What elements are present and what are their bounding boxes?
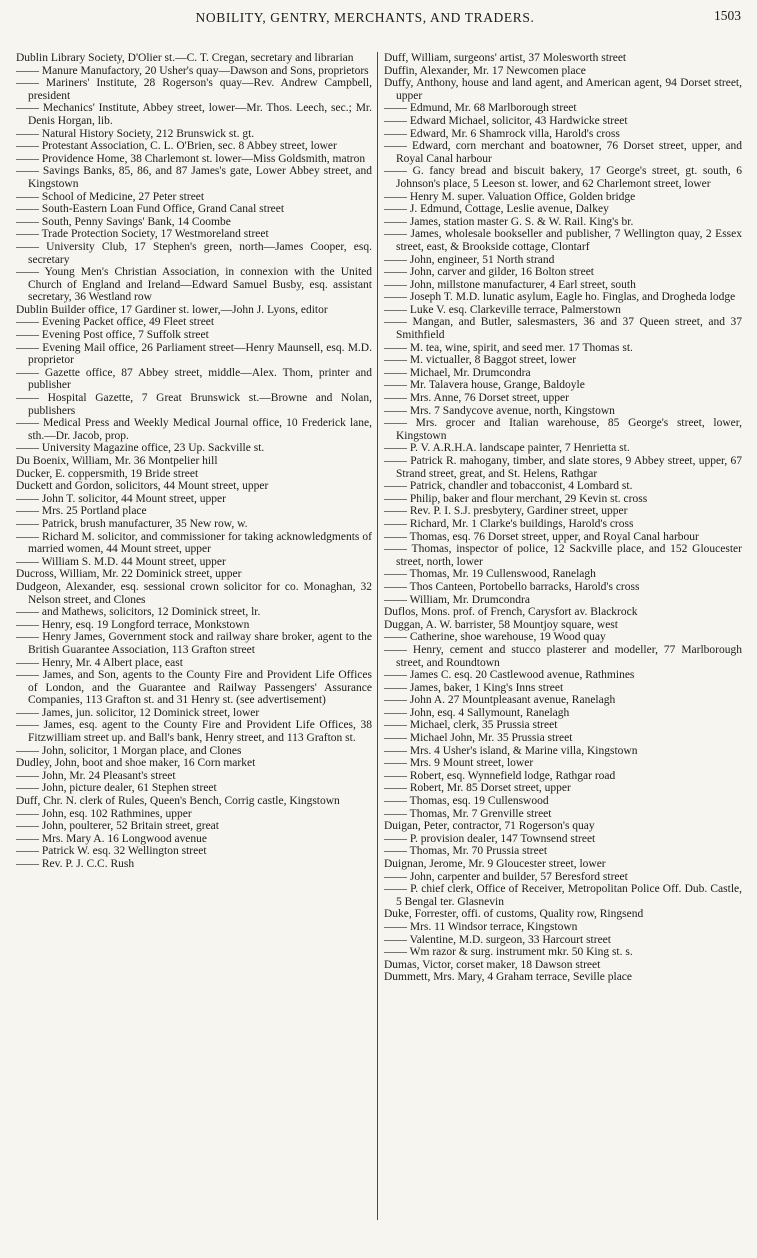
directory-entry: —— Richard M. solicitor, and commissioner for taking acknowledgments of married women, 44 Mount street, upper <box>16 530 372 556</box>
directory-entry: —— Richard, Mr. 1 Clarke's buildings, Harold's cross <box>384 517 634 530</box>
directory-entry: —— John, carver and gilder, 16 Bolton street <box>384 266 595 279</box>
directory-entry: —— Valentine, M.D. surgeon, 33 Harcourt street <box>384 933 611 946</box>
column-divider <box>377 52 378 1220</box>
directory-entry: —— John, solicitor, 1 Morgan place, and Clones <box>16 744 242 757</box>
directory-entry: Duffy, Anthony, house and land agent, and American agent, 94 Dorset street, upper <box>384 77 742 102</box>
directory-entry: —— Henry, esq. 19 Longford terrace, Monkstown <box>16 618 250 631</box>
directory-entry: Duff, Chr. N. clerk of Rules, Queen's Bench, Corrig castle, Kingstown <box>16 795 340 808</box>
left-column <box>16 52 372 1252</box>
directory-entry: —— Edward, corn merchant and boatowner, 76 Dorset street, upper, and Royal Canal harbour <box>384 140 742 165</box>
directory-entry: —— Hospital Gazette, 7 Great Brunswick st.—Browne and Nolan, publishers <box>16 392 372 417</box>
directory-entry: —— Thomas, esq. 76 Dorset street, upper, and Royal Canal harbour <box>384 530 699 543</box>
directory-entry: —— Michael John, Mr. 35 Prussia street <box>384 732 573 745</box>
directory-entry: —— University Magazine office, 23 Up. Sackville st. <box>16 442 265 455</box>
directory-entry: Duggan, A. W. barrister, 58 Mountjoy square, west <box>384 618 618 631</box>
directory-entry: —— Providence Home, 38 Charlemont st. lower—Miss Goldsmith, matron <box>16 152 366 165</box>
directory-entry: —— James, wholesale bookseller and publisher, 7 Wellington quay, 2 Essex street, east, & Brookside cottage, Clontarf <box>384 228 742 253</box>
directory-entry: —— Michael, clerk, 35 Prussia street <box>384 719 558 732</box>
directory-entry: —— Trade Protection Society, 17 Westmoreland street <box>16 228 269 241</box>
directory-entry: —— Mrs. Anne, 76 Dorset street, upper <box>384 392 569 405</box>
directory-entry: —— Wm razor & surg. instrument mkr. 50 King st. s. <box>384 946 633 959</box>
directory-entry: —— John, poulterer, 52 Britain street, great <box>16 820 219 833</box>
directory-entry: —— Thomas, inspector of police, 12 Sackville place, and 152 Gloucester street, north, lower <box>384 543 742 568</box>
directory-entry: —— Gazette office, 87 Abbey street, middle—Alex. Thom, printer and publisher <box>16 366 372 392</box>
running-head: NOBILITY, GENTRY, MERCHANTS, AND TRADERS. <box>195 10 535 25</box>
directory-entry: —— John, engineer, 51 North strand <box>384 253 555 266</box>
directory-entry: Ducross, William, Mr. 22 Dominick street, upper <box>16 568 242 581</box>
directory-entry: —— Edward, Mr. 6 Shamrock villa, Harold's cross <box>384 127 620 140</box>
directory-entry: —— John, esq. 102 Rathmines, upper <box>16 807 192 820</box>
directory-entry: —— John, esq. 4 Sallymount, Ranelagh <box>384 706 570 719</box>
directory-entry: Duke, Forrester, offi. of customs, Quality row, Ringsend <box>384 908 644 921</box>
directory-entry: —— J. Edmund, Cottage, Leslie avenue, Dalkey <box>384 203 609 216</box>
directory-entry: —— Mangan, and Butler, salesmasters, 36 and 37 Queen street, and 37 Smithfield <box>384 316 742 342</box>
directory-entry: —— Protestant Association, C. L. O'Brien, sec. 8 Abbey street, lower <box>16 140 337 153</box>
directory-entry: —— Medical Press and Weekly Medical Journal office, 10 Frederick lane, sth.—Dr. Jacob, prop. <box>16 417 372 442</box>
directory-entry: —— University Club, 17 Stephen's green, north—James Cooper, esq. secretary <box>16 240 372 266</box>
directory-entry: —— William, Mr. Drumcondra <box>384 593 530 606</box>
directory-entry: —— Edmund, Mr. 68 Marlborough street <box>384 102 577 115</box>
directory-entry: —— Henry M. super. Valuation Office, Golden bridge <box>384 190 636 203</box>
directory-entry: —— James, jun. solicitor, 12 Dominick street, lower <box>16 706 260 719</box>
directory-entry: —— Patrick W. esq. 32 Wellington street <box>16 845 207 858</box>
directory-entry: —— John, picture dealer, 61 Stephen street <box>16 782 217 795</box>
page-header <box>0 8 757 28</box>
directory-entry: —— P. provision dealer, 147 Townsend street <box>384 832 596 845</box>
directory-entry: —— South, Penny Savings' Bank, 14 Coombe <box>16 215 231 228</box>
directory-entry: —— Rev. P. J. C.C. Rush <box>16 858 135 870</box>
directory-entry: Dummett, Mrs. Mary, 4 Graham terrace, Seville place <box>384 971 633 984</box>
directory-entry: Duflos, Mons. prof. of French, Carysfort av. Blackrock <box>384 606 638 619</box>
directory-entry: Dudley, John, boot and shoe maker, 16 Corn market <box>16 757 256 770</box>
directory-entry: —— Robert, Mr. 85 Dorset street, upper <box>384 782 571 795</box>
directory-entry: —— Mrs. 7 Sandycove avenue, north, Kingstown <box>384 404 615 417</box>
directory-entry: Du Boenix, William, Mr. 36 Montpelier hill <box>16 455 218 467</box>
directory-entry: —— Mrs. 4 Usher's island, & Marine villa, Kingstown <box>384 744 638 757</box>
directory-entry: —— Philip, baker and flour merchant, 29 Kevin st. cross <box>384 492 648 505</box>
directory-entry: —— South-Eastern Loan Fund Office, Grand Canal street <box>16 203 285 216</box>
directory-columns <box>16 52 742 1252</box>
directory-entry: —— Mariners' Institute, 28 Rogerson's quay—Rev. Andrew Campbell, president <box>16 77 372 102</box>
directory-entry: —— Henry, cement and stucco plasterer and modeller, 77 Marlborough street, and Roundtown <box>384 643 742 669</box>
directory-entry: —— Savings Banks, 85, 86, and 87 James's gate, Lower Abbey street, and Kingstown <box>16 165 372 190</box>
directory-entry: Duigan, Peter, contractor, 71 Rogerson's quay <box>384 820 595 833</box>
directory-entry: —— Rev. P. I. S.J. presbytery, Gardiner street, upper <box>384 505 628 518</box>
directory-entry: —— Mrs. 25 Portland place <box>16 505 147 518</box>
directory-entry: Dumas, Victor, corset maker, 18 Dawson street <box>384 958 601 971</box>
directory-entry: —— Patrick, brush manufacturer, 35 New row, w. <box>16 517 248 530</box>
directory-entry: —— Patrick R. mahogany, timber, and slate stores, 9 Abbey street, upper, 67 Strand street, great, and St. Helens, Rathgar <box>384 455 742 480</box>
directory-entry: —— Robert, esq. Wynnefield lodge, Rathgar road <box>384 769 616 782</box>
directory-entry: —— John A. 27 Mountpleasant avenue, Ranelagh <box>384 694 616 707</box>
directory-entry: Dublin Library Society, D'Olier st.—C. T. Cregan, secretary and librarian <box>16 52 354 64</box>
directory-entry: —— P. V. A.R.H.A. landscape painter, 7 Henrietta st. <box>384 442 630 455</box>
directory-entry: Duff, William, surgeons' artist, 37 Molesworth street <box>384 52 627 64</box>
directory-entry: —— James, and Son, agents to the County Fire and Provident Life Offices of London, and the Guarantee and Railway Passengers' Assurance Companies, 113 Grafton st. and 31 Henry st. (see advertisement) <box>16 669 372 707</box>
directory-entry: Duignan, Jerome, Mr. 9 Gloucester street, lower <box>384 858 606 870</box>
directory-entry: —— Michael, Mr. Drumcondra <box>384 366 531 379</box>
directory-entry: —— Mrs. grocer and Italian warehouse, 85 George's street, lower, Kingstown <box>384 417 742 442</box>
directory-entry: —— Thomas, Mr. 19 Cullenswood, Ranelagh <box>384 568 596 581</box>
directory-entry: —— M. victualler, 8 Baggot street, lower <box>384 354 577 367</box>
directory-entry: —— Henry, Mr. 4 Albert place, east <box>16 656 183 669</box>
directory-entry: Duckett and Gordon, solicitors, 44 Mount street, upper <box>16 480 269 493</box>
directory-entry: —— Manure Manufactory, 20 Usher's quay—Dawson and Sons, proprietors <box>16 64 369 77</box>
directory-entry: —— Joseph T. M.D. lunatic asylum, Eagle ho. Finglas, and Drogheda lodge <box>384 291 736 304</box>
directory-entry: —— John, millstone manufacturer, 4 Earl street, south <box>384 278 636 291</box>
directory-entry: —— Mr. Talavera house, Grange, Baldoyle <box>384 379 585 392</box>
directory-entry: —— John, carpenter and builder, 57 Beresford street <box>384 870 628 883</box>
directory-entry: Duffin, Alexander, Mr. 17 Newcomen place <box>384 64 586 77</box>
directory-entry: —— James C. esq. 20 Castlewood avenue, Rathmines <box>384 669 635 682</box>
directory-entry: —— Evening Packet office, 49 Fleet street <box>16 316 215 329</box>
directory-entry: —— Mrs. 9 Mount street, lower <box>384 757 534 770</box>
directory-entry: Dublin Builder office, 17 Gardiner st. lower,—John J. Lyons, editor <box>16 303 328 316</box>
directory-entry: —— Patrick, chandler and tobacconist, 4 Lombard st. <box>384 480 633 493</box>
directory-entry: —— Henry James, Government stock and railway share broker, agent to the British Guarantee Association, 113 Grafton street <box>16 631 372 656</box>
directory-entry: —— Thomas, esq. 19 Cullenswood <box>384 795 549 808</box>
directory-entry: —— School of Medicine, 27 Peter street <box>16 190 205 203</box>
directory-entry: —— John T. solicitor, 44 Mount street, upper <box>16 492 226 505</box>
directory-entry: —— P. chief clerk, Office of Receiver, Metropolitan Police Off. Dub. Castle, 5 Bengal ter. Glasnevin <box>384 883 742 908</box>
directory-entry: —— Thomas, Mr. 70 Prussia street <box>384 845 548 858</box>
directory-entry: —— and Mathews, solicitors, 12 Dominick street, lr. <box>16 606 261 619</box>
directory-entry: —— Young Men's Christian Association, in connexion with the United Church of England and Ireland—Edward Samuel Busby, esq. assistant secretary, 36 Westland row <box>16 266 372 304</box>
directory-entry: —— John, Mr. 24 Pleasant's street <box>16 769 176 782</box>
directory-entry: —— Catherine, shoe warehouse, 19 Wood quay <box>384 631 606 644</box>
directory-entry: —— Mechanics' Institute, Abbey street, lower—Mr. Thos. Leech, sec.; Mr. Denis Horgan, lib. <box>16 102 372 127</box>
directory-entry: —— Evening Mail office, 26 Parliament street—Henry Maunsell, esq. M.D. proprietor <box>16 341 372 367</box>
directory-entry: —— James, baker, 1 King's Inns street <box>384 681 564 694</box>
directory-entry: —— M. tea, wine, spirit, and seed mer. 17 Thomas st. <box>384 341 633 354</box>
directory-entry: —— G. fancy bread and biscuit bakery, 17 George's street, gt. south, 6 Johnson's place, 5 Leeson st. lower, and 62 Charlemont street, lower <box>384 165 742 190</box>
right-column <box>384 52 742 1252</box>
directory-entry: —— Mrs. Mary A. 16 Longwood avenue <box>16 832 208 845</box>
directory-entry: —— Natural History Society, 212 Brunswick st. gt. <box>16 127 255 140</box>
directory-entry: —— Mrs. 11 Windsor terrace, Kingstown <box>384 920 578 933</box>
directory-entry: —— Luke V. esq. Clarkeville terrace, Palmerstown <box>384 303 621 316</box>
directory-entry: Dudgeon, Alexander, esq. sessional crown solicitor for co. Monaghan, 32 Nelson street, and Clones <box>16 580 372 606</box>
directory-entry: —— Evening Post office, 7 Suffolk street <box>16 329 209 342</box>
page-number: 1503 <box>714 8 741 23</box>
directory-entry: —— Thos Canteen, Portobello barracks, Harold's cross <box>384 580 640 593</box>
directory-entry: —— James, esq. agent to the County Fire and Provident Life Offices, 38 Fitzwilliam street up. and Ball's bank, Henry street, and 113 Grafton st. <box>16 719 372 745</box>
directory-entry: —— Edward Michael, solicitor, 43 Hardwicke street <box>384 114 628 127</box>
directory-entry: Ducker, E. coppersmith, 19 Bride street <box>16 467 199 480</box>
directory-entry: —— James, station master G. S. & W. Rail. King's br. <box>384 215 634 228</box>
directory-entry: —— Thomas, Mr. 7 Grenville street <box>384 807 552 820</box>
directory-entry: —— William S. M.D. 44 Mount street, upper <box>16 555 226 568</box>
